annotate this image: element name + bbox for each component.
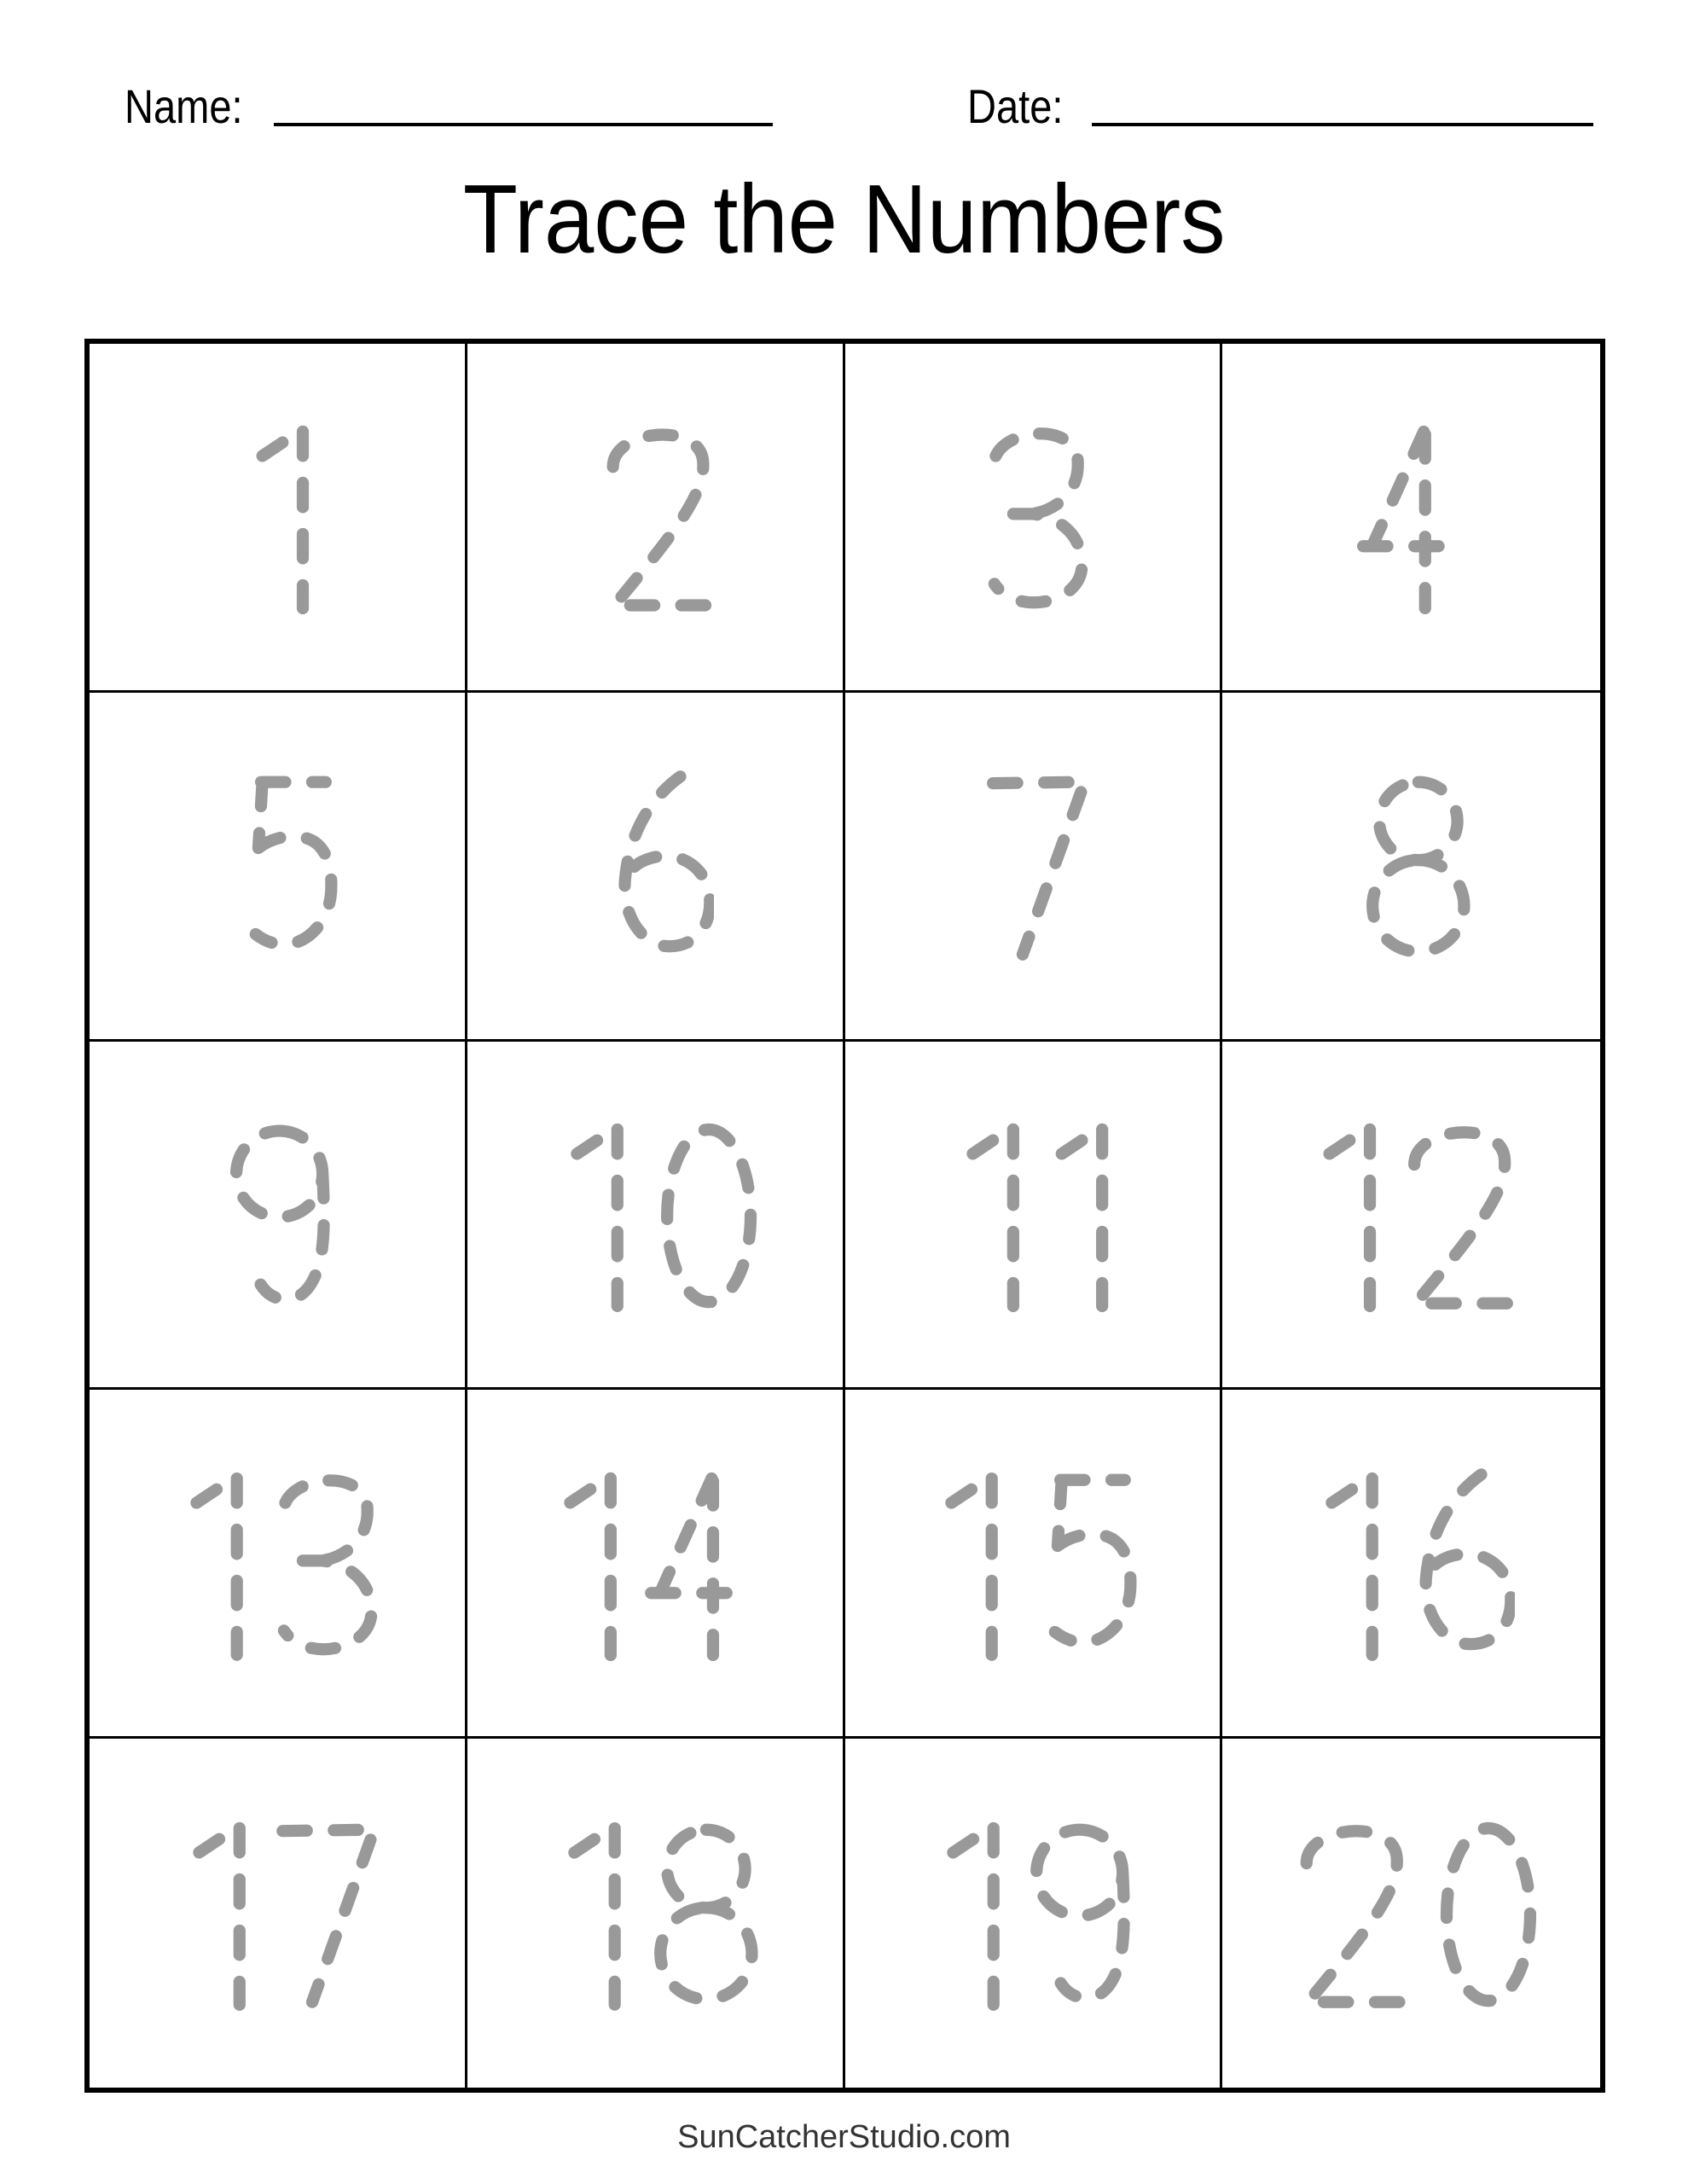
traced-number-11: [948, 1113, 1116, 1316]
digit-5-outline: [256, 782, 332, 944]
traced-number-19: [929, 1812, 1136, 2014]
trace-cell-13: [90, 1390, 467, 1739]
traced-number-17: [175, 1812, 380, 2014]
digit-3-outline: [284, 1480, 372, 1649]
digit-1-outline: [953, 1826, 993, 2005]
traced-number-9: [218, 1113, 336, 1316]
traced-number-5: [217, 764, 338, 967]
trace-cell-18: [467, 1739, 845, 2088]
traced-number-2: [593, 415, 716, 618]
traced-number-16: [1308, 1462, 1515, 1664]
digit-0-outline: [667, 1130, 751, 1302]
trace-cell-3: [845, 344, 1223, 693]
trace-cell-15: [845, 1390, 1223, 1739]
trace-cell-10: [467, 1042, 845, 1391]
trace-cell-11: [845, 1042, 1223, 1391]
digit-7-outline: [282, 1830, 374, 2002]
traced-number-13: [172, 1462, 382, 1664]
title-row: [0, 166, 1688, 274]
trace-cell-9: [90, 1042, 467, 1391]
digit-4-outline: [1363, 432, 1465, 608]
digit-1-outline: [262, 429, 302, 608]
trace-cell-14: [467, 1390, 845, 1739]
traced-number-14: [546, 1462, 764, 1664]
digit-4-outline: [651, 1478, 753, 1655]
traced-number-12: [1305, 1113, 1518, 1316]
digit-1-outline: [199, 1826, 239, 2005]
digit-1-outline: [973, 1127, 1013, 1306]
digit-1-outline: [574, 1826, 614, 2005]
date-label: Date:: [967, 79, 1064, 133]
trace-grid: [84, 339, 1605, 2093]
name-label: Name:: [125, 79, 243, 133]
digit-1-outline: [196, 1476, 236, 1655]
digit-8-outline: [1372, 782, 1464, 952]
traced-number-18: [550, 1812, 760, 2014]
digit-1-outline: [1332, 1476, 1372, 1655]
digit-8-outline: [660, 1830, 751, 2000]
traced-number-3: [972, 415, 1093, 618]
digit-2-outline: [1414, 1132, 1509, 1304]
digit-1-outline: [952, 1476, 992, 1655]
digit-7-outline: [994, 782, 1085, 955]
trace-cell-16: [1222, 1390, 1600, 1739]
digit-1-outline: [1329, 1127, 1369, 1306]
traced-number-1: [238, 415, 316, 618]
trace-cell-20: [1222, 1739, 1600, 2088]
digit-6-outline: [1426, 1474, 1511, 1644]
trace-cell-5: [90, 693, 467, 1042]
digit-1-outline: [1062, 1127, 1102, 1306]
digit-3-outline: [995, 434, 1082, 603]
digit-0-outline: [1447, 1828, 1530, 2001]
date-blank-line: [1092, 123, 1593, 126]
digit-2-outline: [613, 435, 707, 606]
trace-cell-8: [1222, 693, 1600, 1042]
footer-site-credit: SunCatcherStudio.com: [677, 2119, 1011, 2155]
digit-5-outline: [1055, 1480, 1131, 1642]
digit-6-outline: [625, 776, 711, 946]
trace-cell-1: [90, 344, 467, 693]
trace-cell-17: [90, 1739, 467, 2088]
traced-number-4: [1347, 415, 1476, 618]
digit-1-outline: [577, 1127, 617, 1306]
trace-cell-7: [845, 693, 1223, 1042]
traced-number-10: [553, 1113, 757, 1316]
traced-number-20: [1286, 1812, 1537, 2014]
digit-2-outline: [1306, 1831, 1401, 2002]
trace-cell-6: [467, 693, 845, 1042]
traced-number-7: [974, 764, 1090, 967]
traced-number-8: [1351, 764, 1472, 967]
traced-number-6: [595, 764, 714, 967]
name-blank-line: [274, 123, 773, 126]
trace-cell-4: [1222, 344, 1600, 693]
trace-cell-12: [1222, 1042, 1600, 1391]
digit-9-outline: [236, 1131, 324, 1300]
trace-cell-19: [845, 1739, 1223, 2088]
traced-number-15: [927, 1462, 1137, 1664]
digit-9-outline: [1036, 1830, 1124, 1998]
digit-1-outline: [570, 1476, 610, 1655]
trace-cell-2: [467, 344, 845, 693]
page-title: Trace the Numbers: [462, 166, 1226, 274]
